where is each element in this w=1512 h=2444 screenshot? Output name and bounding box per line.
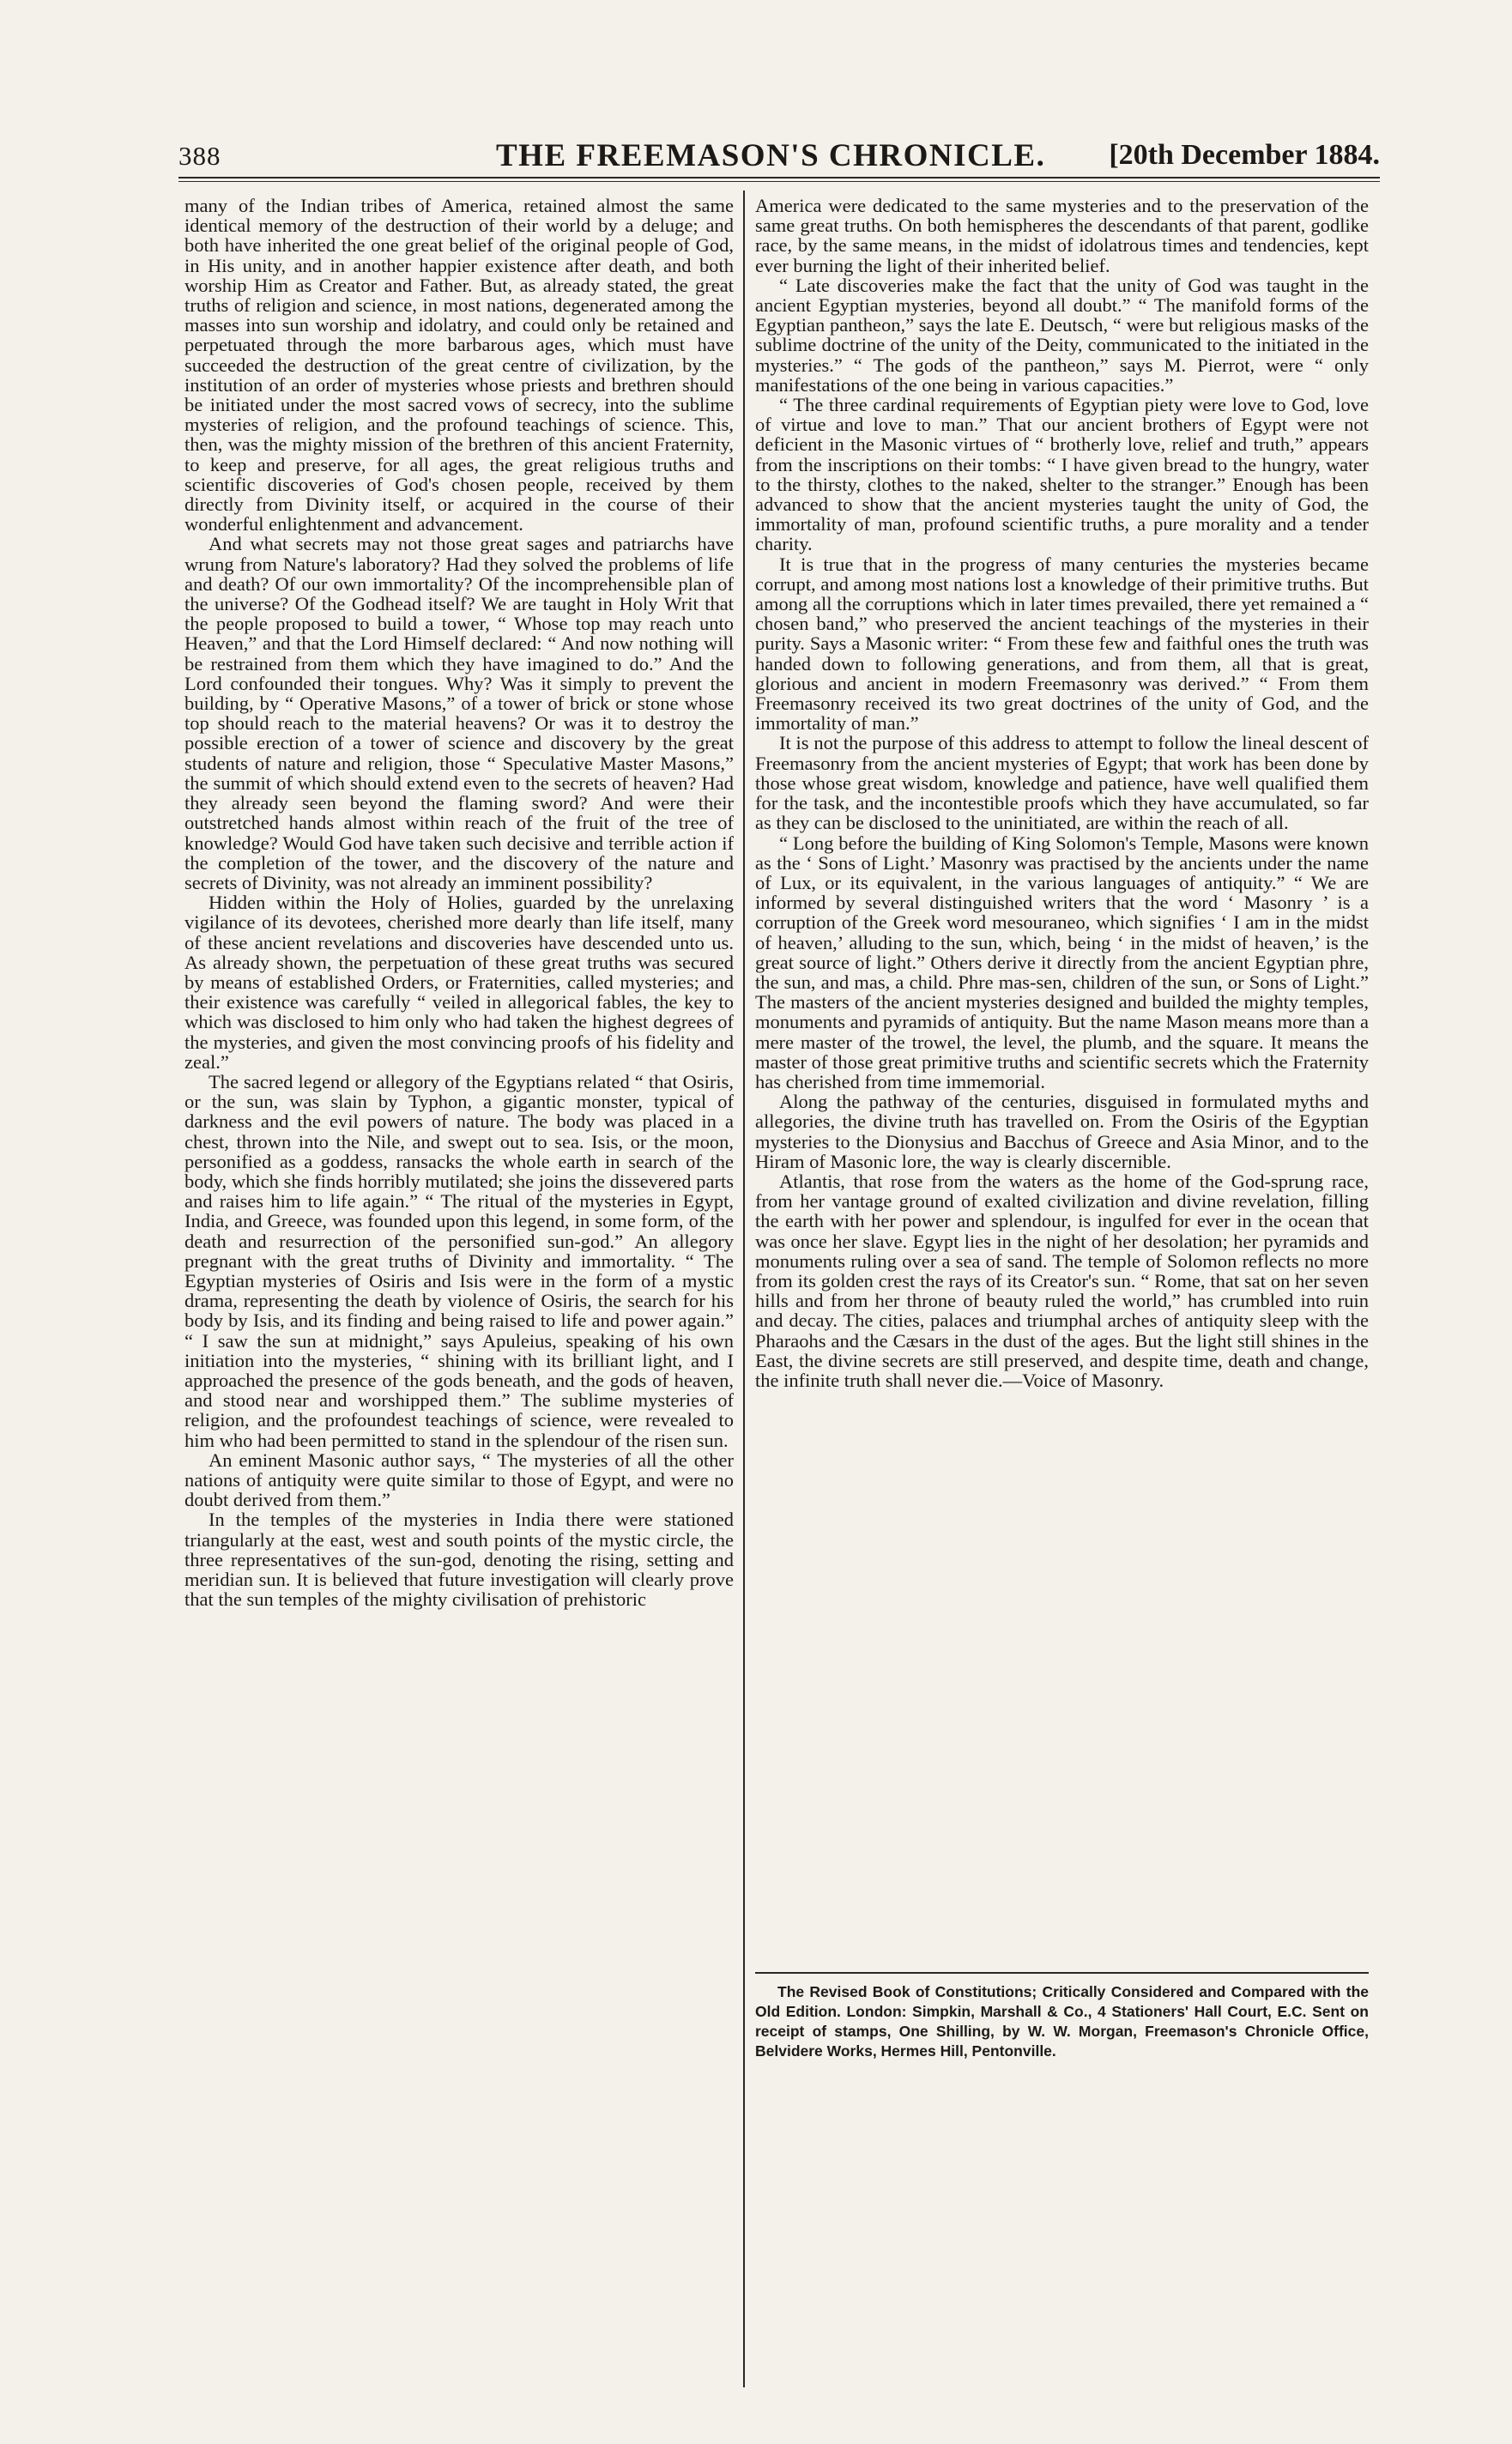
header-rule [178,177,1380,178]
notice-text: The Revised Book of Constitutions; Critically Considered and Compared with the Old Edition. London: Simpkin, Marshall & Co., 4 Stationers' Hall Court, E.C. Sent on receipt of stamps, One Shilling, by W. W. Morgan, Freemason's Chronicle Office, Belvidere Works, Hermes Hill, Pentonville. [755,1983,1369,2060]
paragraph: “ The three cardinal requirements of Egyptian piety were love to God, love of virtue and love to man.” That our ancient brothers of Egypt were not deficient in the Masonic virtues of “ brotherly love, relief and truth,” appears from the inscriptions on their tombs: “ I have given bread to the hungry, water to the thirsty, clothes to the naked, shelter to the stranger.” Enough has been advanced to show that the ancient mysteries taught the unity of God, the immortality of man, profound scientific truths, a pure morality and a tender charity. [755,394,1369,555]
paragraph: Along the pathway of the centuries, disguised in formulated myths and allegories, the divine truth has travelled on. From the Osiris of the Egyptian mysteries to the Dionysius and Bacchus of Greece and Asia Minor, and to the Hiram of Masonic lore, the way is clearly discernible. [755,1091,1369,1172]
paragraph: America were dedicated to the same mysteries and to the preservation of the same great truths. On both hemispheres the descendants of that parent, godlike race, by the same means, in the midst of idolatrous times and tendencies, kept ever burning the light of their inherited belief. [755,195,1369,276]
paragraph: Hidden within the Holy of Holies, guarded by the unrelaxing vigilance of its devotees, cherished more dearly than life itself, many of these ancient revelations and discoveries have descended unto us. As already shown, the perpetuation of these great truths was secured by means of established Orders, or Fraternities, called mysteries; and their existence was carefully “ veiled in allegorical fables, the key to which was disclosed to him only who had taken the highest degrees of the mysteries, and given the most convincing proofs of his fidelity and zeal.” [184,892,734,1073]
right-column [755,196,1369,1946]
publication-title: THE FREEMASON'S CHRONICLE. [496,138,1046,173]
notice-rule [755,1972,1369,1974]
paragraph: In the temples of the mysteries in India there were stationed triangularly at the east, west and south points of the mystic circle, the three representatives of the sun-god, denoting the rising, setting and meridian sun. It is believed that future investigation will clearly prove that the sun temples of the mighty civilisation of prehistoric [184,1509,734,1611]
masthead [178,137,1380,180]
paragraph: The sacred legend or allegory of the Egyptians related “ that Osiris, or the sun, was slain by Typhon, a gigantic monster, typical of darkness and the evil powers of nature. The body was placed in a chest, thrown into the Nile, and swept out to sea. Isis, or the moon, personified as a goddess, ransacks the whole earth in search of the body, which she finds horribly mutilated; she joins the dissevered parts and raises him to life again.” “ The ritual of the mysteries in Egypt, India, and Greece, was founded upon this legend, in some form, of the death and resurrection of the personified sun-god.” An allegory pregnant with the great truths of Divinity and immortality. “ The Egyptian mysteries of Osiris and Isis were in the form of a mystic drama, representing the death by violence of Osiris, the search for his body by Isis, and its finding and being raised to life and power again.” “ I saw the sun at midnight,” says Apuleius, speaking of his own initiation into the mysteries, “ shining with its brilliant light, and I approached the presence of the gods beneath, and the gods of heaven, and stood near and worshipped them.” The sublime mysteries of religion, and the profoundest teachings of science, were revealed to him who had been permitted to stand in the splendour of the risen sun. [184,1070,734,1451]
paragraph: It is not the purpose of this address to attempt to follow the lineal descent of Freemasonry from the ancient mysteries of Egypt; that work has been done by those whose great wisdom, knowledge and patience, have well qualified them for the task, and the incontestible proofs which they have accumulated, so far as they can be disclosed to the uninitiated, are within the reach of all. [755,732,1369,834]
left-column [184,196,734,2380]
paragraph: An eminent Masonic author says, “ The mysteries of all the other nations of antiquity were quite similar to those of Egypt, and were no doubt derived from them.” [184,1449,734,1511]
issue-date: [20th December 1884. [1109,139,1380,171]
paragraph: “ Long before the building of King Solomon's Temple, Masons were known as the ‘ Sons of Light.’ Masonry was practised by the ancients under the name of Lux, or its equivalent, in the various languages of antiquity.” “ We are informed by several distinguished writers that the word ‘ Masonry ’ is a corruption of the Greek word mesouraneo, which signifies ‘ I am in the midst of heaven,’ alluding to the sun, which, being ‘ in the midst of heaven,’ is the great source of light.” Others derive it directly from the ancient Egyptian phre, the sun, and mas, a child. Phre mas-sen, children of the sun, or Sons of Light.” The masters of the ancient mysteries designed and builded the mighty temples, monuments and pyramids of antiquity. But the name Mason means more than a mere master of the trowel, the level, the plumb, and the square. It means the master of those great primitive truths and scientific secrets which the Fraternity has cherished from time immemorial. [755,832,1369,1092]
book-notice [755,1982,1369,2061]
paragraph: And what secrets may not those great sages and patriarchs have wrung from Nature's laboratory? Had they solved the problems of life and death? Of our own immortality? Of the incomprehensible plan of the universe? Of the Godhead itself? We are taught in Holy Writ that the people proposed to build a tower, “ Whose top may reach unto Heaven,” and that the Lord Himself declared: “ And now nothing will be restrained from them which they have imagined to do.” And the Lord confounded their tongues. Why? Was it simply to prevent the building, by “ Operative Masons,” of a tower of brick or stone whose top should reach to the material heavens? Or was it to destroy the possible erection of a tower of science and discovery by the great students of nature and religion, those “ Speculative Master Masons,” the summit of which should extend even to the secrets of heaven? Had they already seen beyond the flaming sword? And were their outstretched hands almost within reach of the fruit of the tree of knowledge? Would God have taken such decisive and terrible action if the completion of the tower, and the discovery of the nature and secrets of Divinity, was not already an imminent possibility? [184,533,734,893]
paragraph: “ Late discoveries make the fact that the unity of God was taught in the ancient Egyptian mysteries, beyond all doubt.” “ The manifold forms of the Egyptian pantheon,” says the late E. Deutsch, “ were but religious masks of the sublime doctrine of the unity of the Deity, communicated to the initiated in the mysteries.” “ The gods of the pantheon,” says M. Pierrot, were “ only manifestations of the one being in various capacities.” [755,274,1369,396]
paragraph: It is true that in the progress of many centuries the mysteries became corrupt, and among most nations lost a knowledge of their primitive truths. But among all the corruptions which in later times prevailed, there yet remained a “ chosen band,” who preserved the ancient teachings of the mysteries in their purity. Says a Masonic writer: “ From these few and faithful ones the truth was handed down to following generations, and from them, all that is great, glorious and ancient in modern Freemasonry was derived.” “ From them Freemasonry received its two great doctrines of the unity of God, and the immortality of man.” [755,553,1369,735]
page-number: 388 [178,141,221,171]
paragraph: many of the Indian tribes of America, retained almost the same identical memory of the destruction of their world by a deluge; and both have inherited the one great belief of the original people of God, in His unity, and in another happier existence after death, and both worship Him as Creator and Father. But, as already stated, the great truths of religion and science, in most nations, degenerated among the masses into sun worship and idolatry, and could only be retained and perpetuated through the more barbarous ages, which must have succeeded the destruction of the great centre of civilization, by the institution of an order of mysteries whose priests and brethren should be initiated under the most sacred vows of secrecy, into the sublime mysteries of religion, and the profound teachings of science. This, then, was the mighty mission of the brethren of this ancient Fraternity, to keep and preserve, for all ages, the great religious truths and scientific discoveries of God's chosen people, received by them directly from Divinity itself, or acquired in the course of their wonderful enlightenment and advancement. [184,195,734,535]
header-rule-thin [178,181,1380,182]
column-divider [743,191,745,2387]
paragraph: Atlantis, that rose from the waters as the home of the God-sprung race, from her vantage ground of exalted civilization and divine revelation, filling the earth with her power and splendour, is ingulfed for ever in the ocean that was once her slave. Egypt lies in the night of her desolation; her pyramids and monuments ruling over a sea of sand. The temple of Solomon reflects no more from its golden crest the rays of its Creator's sun. “ Rome, that sat on her seven hills and from her throne of beauty ruled the world,” has crumbled into ruin and decay. The cities, palaces and triumphal arches of antiquity sleep with the Pharaohs and the Cæsars in the dust of the ages. But the light still shines in the East, the divine secrets are still preserved, and despite time, death and change, the infinite truth shall never die.—Voice of Masonry. [755,1170,1369,1391]
